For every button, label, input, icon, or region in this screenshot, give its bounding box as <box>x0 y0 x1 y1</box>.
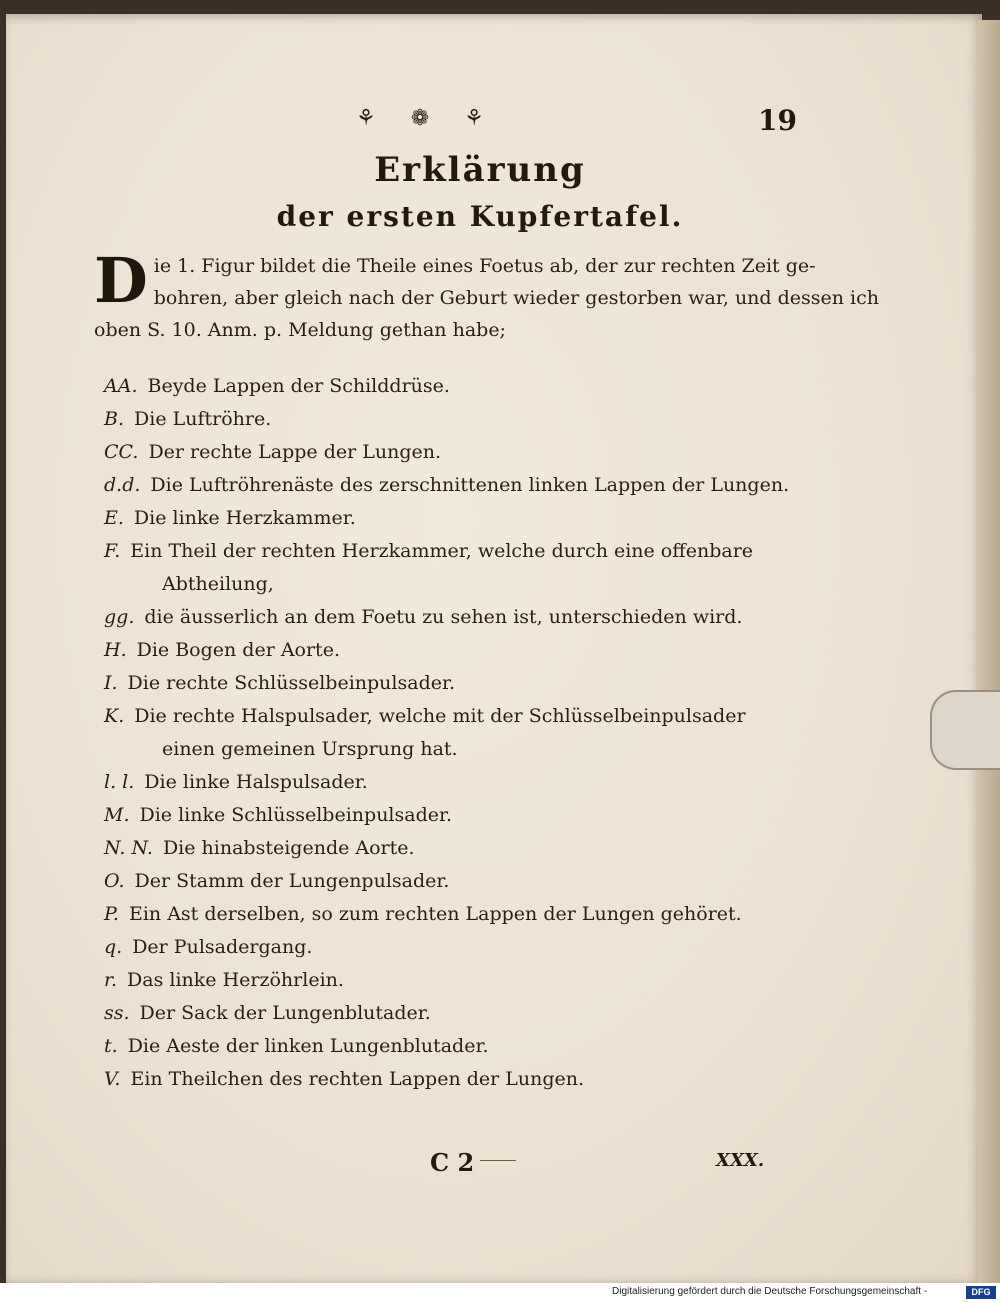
legend-entry <box>104 1030 816 1063</box>
page-subtitle: der ersten Kupfertafel. <box>276 200 684 233</box>
entry-key: I. <box>104 672 118 694</box>
entry-text: Der Pulsadergang. <box>132 936 313 958</box>
entry-key: B. <box>104 408 125 430</box>
legend-entry <box>104 403 816 436</box>
entry-text: Die linke Halspulsader. <box>144 771 368 793</box>
page-edge <box>978 20 1000 1283</box>
entry-key: l. l. <box>104 771 135 793</box>
entry-key: K. <box>104 705 125 727</box>
page-number: 19 <box>758 104 797 137</box>
legend-entry <box>104 535 816 568</box>
entry-key: d.d. <box>104 474 141 496</box>
catchword: XXX. <box>716 1150 765 1171</box>
legend-entry <box>104 865 816 898</box>
legend-entry <box>104 502 816 535</box>
legend-entry <box>104 634 816 667</box>
entry-key: F. <box>104 540 121 562</box>
signature-mark: C 2 <box>430 1148 475 1177</box>
entry-text: Ein Theil der rechten Herzkammer, welche durch eine offenbare <box>130 540 754 562</box>
entry-text: Die Aeste der linken Lungenblutader. <box>127 1035 489 1057</box>
entry-key: V. <box>104 1068 121 1090</box>
entry-key: CC. <box>104 441 139 463</box>
entry-text: Die Luftröhre. <box>134 408 272 430</box>
entry-text: Die rechte Halspulsader, welche mit der Schlüsselbeinpulsader <box>134 705 746 727</box>
intro-line: oben S. 10. Anm. p. Meldung gethan habe; <box>94 319 506 341</box>
entry-key: r. <box>104 969 118 991</box>
page-title: Erklärung <box>374 150 586 190</box>
legend-entry <box>104 898 816 931</box>
legend-entry <box>104 931 816 964</box>
page-clip <box>930 690 1000 770</box>
entry-text: Der Stamm der Lungenpulsader. <box>134 870 450 892</box>
legend-entry <box>104 832 816 865</box>
entry-text: Die Luftröhrenäste des zerschnittenen linken Lappen der Lungen. <box>150 474 790 496</box>
ornament-divider: ⚘ ❁ ⚘ <box>356 106 498 131</box>
entry-key: O. <box>104 870 125 892</box>
signature-dash <box>480 1160 516 1161</box>
entry-text: Die Bogen der Aorte. <box>136 639 340 661</box>
entry-key: t. <box>104 1035 118 1057</box>
legend-entry <box>104 469 816 502</box>
intro-paragraph <box>94 244 880 346</box>
legend-entry <box>104 964 816 997</box>
legend-entry <box>104 370 816 403</box>
drop-cap: D <box>94 244 148 317</box>
legend-entry <box>104 1063 816 1096</box>
entry-key: P. <box>104 903 119 925</box>
entry-text: Die rechte Schlüsselbeinpulsader. <box>127 672 456 694</box>
legend-entry <box>104 799 816 832</box>
legend-entry <box>104 667 816 700</box>
digitization-credit: Digitalisierung gefördert durch die Deutsche Forschungsgemeinschaft - <box>612 1286 928 1297</box>
entry-text: Der rechte Lappe der Lungen. <box>148 441 442 463</box>
entry-key: ss. <box>104 1002 130 1024</box>
entry-text: die äusserlich an dem Foetu zu sehen ist, unterschieden wird. <box>144 606 743 628</box>
entry-key: gg. <box>104 606 135 628</box>
intro-line: ie 1. Figur bildet die Theile eines Foetus ab, der zur rechten Zeit ge- <box>153 255 816 277</box>
entry-key: AA. <box>104 375 138 397</box>
entry-text: Das linke Herzöhrlein. <box>127 969 344 991</box>
entry-key: H. <box>104 639 127 661</box>
legend-list <box>104 370 816 1096</box>
legend-entry <box>104 700 816 733</box>
entry-text: Ein Theilchen des rechten Lappen der Lungen. <box>130 1068 585 1090</box>
intro-line: bohren, aber gleich nach der Geburt wieder gestorben war, und dessen ich <box>153 287 880 309</box>
entry-key: E. <box>104 507 124 529</box>
legend-entry <box>104 436 816 469</box>
entry-text: Beyde Lappen der Schilddrüse. <box>147 375 450 397</box>
entry-text: Die hinabsteigende Aorte. <box>162 837 415 859</box>
dfg-logo: DFG <box>966 1286 996 1299</box>
entry-key: q. <box>104 936 123 958</box>
entry-text: einen gemeinen Ursprung hat. <box>162 738 458 760</box>
entry-text: Abtheilung, <box>162 573 274 595</box>
legend-entry <box>104 601 816 634</box>
entry-text: Ein Ast derselben, so zum rechten Lappen der Lungen gehöret. <box>128 903 742 925</box>
legend-entry <box>104 766 816 799</box>
legend-entry-continuation <box>104 568 816 601</box>
entry-text: Die linke Herzkammer. <box>133 507 356 529</box>
legend-entry-continuation <box>104 733 816 766</box>
legend-entry <box>104 997 816 1030</box>
entry-text: Die linke Schlüsselbeinpulsader. <box>139 804 453 826</box>
entry-text: Der Sack der Lungenblutader. <box>139 1002 431 1024</box>
entry-key: N. N. <box>104 837 153 859</box>
entry-key: M. <box>104 804 130 826</box>
